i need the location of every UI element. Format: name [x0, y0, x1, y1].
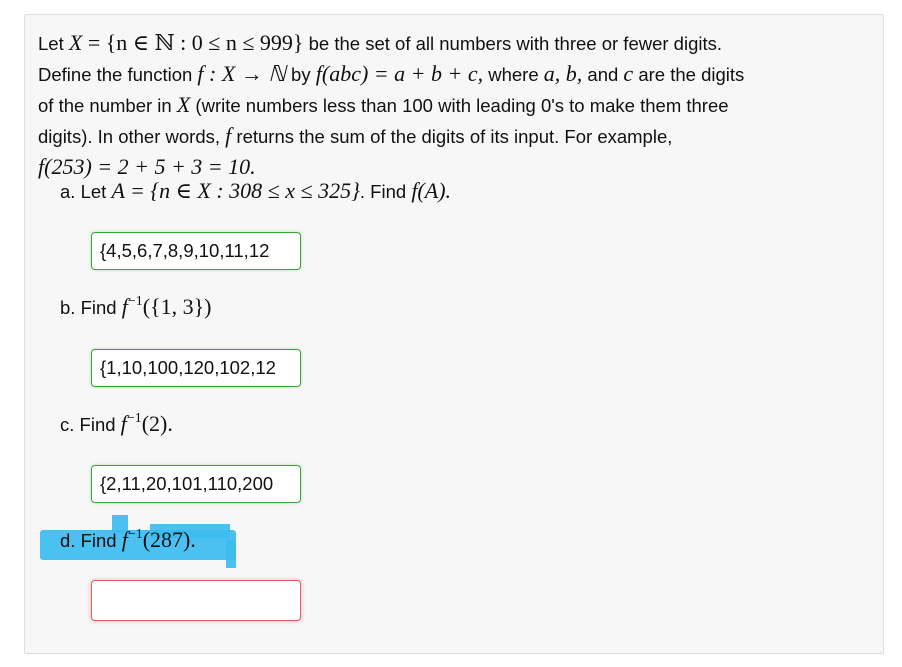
prompt-line-2 [38, 59, 874, 90]
prompt-text: (write numbers less than 100 with leading 0's to make them three [190, 95, 729, 116]
prompt-line-4 [38, 121, 874, 152]
part-math: ({1, 3}) [142, 294, 212, 319]
prompt-line-1 [38, 28, 874, 59]
prompt-math: X [68, 30, 83, 55]
prompt-text: of the number in [38, 95, 177, 116]
annotation-highlight [226, 540, 236, 568]
prompt-text: returns the sum of the digits of its input. For example, [231, 126, 673, 147]
part-text: d. Find [60, 530, 122, 551]
part-text: b. Find [60, 297, 122, 318]
prompt-math: f [225, 123, 232, 148]
part-math: f [121, 294, 128, 319]
part-math: (2). [141, 411, 173, 436]
part-a-answer-input[interactable] [91, 232, 301, 270]
part-math-sup: −1 [127, 527, 143, 542]
prompt-text: be the set of all numbers with three or fewer digits. [303, 33, 723, 54]
part-d-answer-input[interactable] [91, 580, 301, 621]
part-b-answer-input[interactable] [91, 349, 301, 387]
part-text: c. Find [60, 414, 121, 435]
prompt-text: Define the function [38, 64, 198, 85]
part-math-sup: −1 [127, 294, 143, 309]
prompt-text: by [285, 64, 316, 85]
part-a-label [60, 178, 451, 204]
part-math: A = {n ∈ X : 308 ≤ x ≤ 325} [111, 178, 360, 203]
part-c-answer-input[interactable] [91, 465, 301, 503]
part-text: . Find [359, 181, 412, 202]
part-math: f [121, 527, 128, 552]
part-b-label [60, 294, 212, 320]
prompt-text: where [483, 64, 544, 85]
prompt-text: are the digits [633, 64, 745, 85]
prompt-text: digits). In other words, [38, 126, 226, 147]
prompt-math: f : X → ℕ [197, 61, 286, 86]
part-math: f(A). [411, 178, 452, 203]
part-d-label [60, 527, 196, 553]
question-prompt [38, 28, 874, 183]
prompt-math: = {n ∈ ℕ : 0 ≤ n ≤ 999} [82, 30, 304, 55]
part-math: (287). [142, 527, 196, 552]
part-c-label [60, 411, 173, 437]
prompt-math: a, b, [543, 61, 583, 86]
prompt-math: f(abc) = a + b + c, [315, 61, 484, 86]
part-math: f [120, 411, 127, 436]
prompt-line-3 [38, 90, 874, 121]
prompt-math: c [623, 61, 634, 86]
prompt-text: and [582, 64, 624, 85]
prompt-text: Let [38, 33, 69, 54]
prompt-math: f(253) = 2 + 5 + 3 = 10. [38, 154, 256, 179]
part-text: a. Let [60, 181, 112, 202]
prompt-math: X [176, 92, 191, 117]
part-math-sup: −1 [126, 411, 142, 426]
